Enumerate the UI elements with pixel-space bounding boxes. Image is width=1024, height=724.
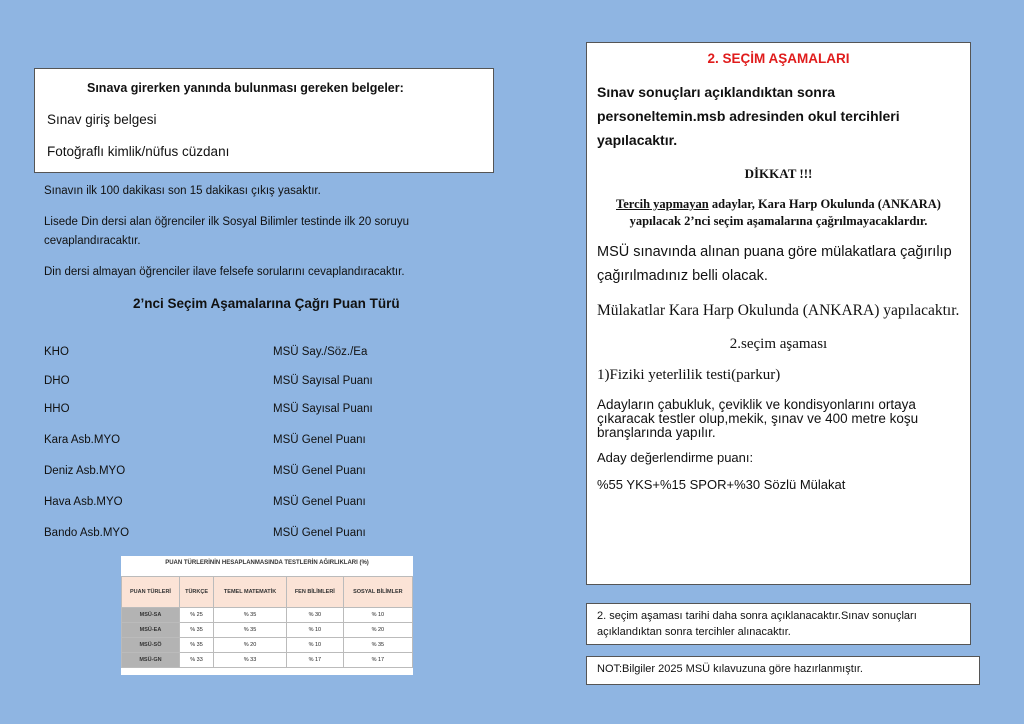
school-name: Kara Asb.MYO [44,434,121,446]
table-cell: % 17 [343,653,412,668]
weights-grid [121,576,413,668]
table-row [122,653,413,668]
score-type: MSÜ Sayısal Puanı [273,403,373,415]
table-cell: % 35 [214,608,287,623]
evaluation-formula: %55 YKS+%15 SPOR+%30 Sözlü Mülakat [597,477,846,492]
second-stage-heading: 2.seçim aşaması [729,336,828,352]
table-cell: % 10 [286,638,343,653]
exam-note: Din dersi almayan öğrenciler ilave felsefe sorularını cevaplandıracaktır. [44,266,405,278]
required-documents-box [34,68,494,173]
table-header: PUAN TÜRLERİ [122,577,180,608]
required-documents-title: Sınava girerken yanında bulunması gereken belgeler: [87,81,404,95]
test-weights-table [121,556,413,675]
table-cell: % 35 [179,638,213,653]
table-cell: % 33 [214,653,287,668]
table-header: TEMEL MATEMATİK [214,577,287,608]
school-name: KHO [44,346,69,358]
physical-test-description: Adayların çabukluk, çeviklik ve kondisyonlarını ortaya çıkaracak testler olup,mekik, şınav ve 400 metre koşu branşlarında yapılır. [597,397,919,440]
score-type: MSÜ Genel Puanı [273,434,366,446]
evaluation-score-label: Aday değerlendirme puanı: [597,450,754,465]
table-cell: % 10 [286,623,343,638]
school-name: Hava Asb.MYO [44,496,123,508]
score-type-heading: 2’nci Seçim Aşamalarına Çağrı Puan Türü [133,296,400,311]
physical-test-heading: 1)Fiziki yeterlilik testi(parkur) [597,367,781,383]
school-name: HHO [44,403,70,415]
footer-note: NOT:Bilgiler 2025 MSÜ kılavuzuna göre hazırlanmıştır. [597,663,863,675]
document-item: Fotoğraflı kimlik/nüfus cüzdanı [47,144,230,159]
table-cell: % 10 [343,608,412,623]
selection-stages-panel [586,42,971,585]
document-item: Sınav giriş belgesi [47,112,157,127]
preference-intro: Sınav sonuçları açıklandıktan sonra personeltemin.msb adresinden okul tercihleri yapılacaktır. [597,84,900,148]
score-type: MSÜ Genel Puanı [273,527,366,539]
table-cell: MSÜ-SA [122,608,180,623]
table-cell: % 33 [179,653,213,668]
weights-table-title: PUAN TÜRLERİNİN HESAPLANMASINDA TESTLERİN AĞIRLIKLARI (%) [165,560,369,566]
table-row [122,608,413,623]
date-note: 2. seçim aşaması tarihi daha sonra açıklanacaktır.Sınav sonuçları açıklandıktan sonra tercihler alınacaktır. [597,610,917,638]
footer-note-box [586,656,980,685]
table-header: TÜRKÇE [179,577,213,608]
attention-heading: DİKKAT !!! [744,166,813,181]
school-name: Bando Asb.MYO [44,527,130,539]
table-cell: MSÜ-EA [122,623,180,638]
table-cell: MSÜ-SÖ [122,638,180,653]
table-cell: MSÜ-GN [122,653,180,668]
warning-underlined: Tercih yapmayan [616,197,709,211]
school-name: Deniz Asb.MYO [44,465,126,477]
exam-note: Sınavın ilk 100 dakikası son 15 dakikası çıkış yasaktır. [44,185,321,197]
table-header: FEN BİLİMLERİ [286,577,343,608]
score-type: MSÜ Sayısal Puanı [273,375,373,387]
table-header: SOSYAL BİLİMLER [343,577,412,608]
interview-location: Mülakatlar Kara Harp Okulunda (ANKARA) yapılacaktır. [597,302,960,319]
date-note-box [586,603,971,645]
table-cell: % 20 [343,623,412,638]
warning-rest: adaylar, Kara Harp Okulunda (ANKARA) yapılacak 2’nci seçim aşamalarına çağrılmayacaklardır. [629,197,941,228]
table-cell: % 35 [179,623,213,638]
table-cell: % 35 [343,638,412,653]
warning-text [597,196,960,230]
score-type: MSÜ Say./Söz./Ea [273,346,368,358]
exam-note: Lisede Din dersi alan öğrenciler ilk Sosyal Bilimler testinde ilk 20 soruyu cevaplandıracaktır. [44,216,409,247]
msu-score-text: MSÜ sınavında alınan puana göre mülakatlara çağırılıp çağırılmadınız belli olacak. [597,244,952,284]
table-row [122,638,413,653]
selection-stages-title: 2. SEÇİM AŞAMALARI [707,51,850,66]
table-cell: % 35 [214,623,287,638]
table-cell: % 30 [286,608,343,623]
score-type: MSÜ Genel Puanı [273,496,366,508]
table-cell: % 17 [286,653,343,668]
table-cell: % 25 [179,608,213,623]
score-type: MSÜ Genel Puanı [273,465,366,477]
table-cell: % 20 [214,638,287,653]
table-row [122,623,413,638]
school-name: DHO [44,375,70,387]
